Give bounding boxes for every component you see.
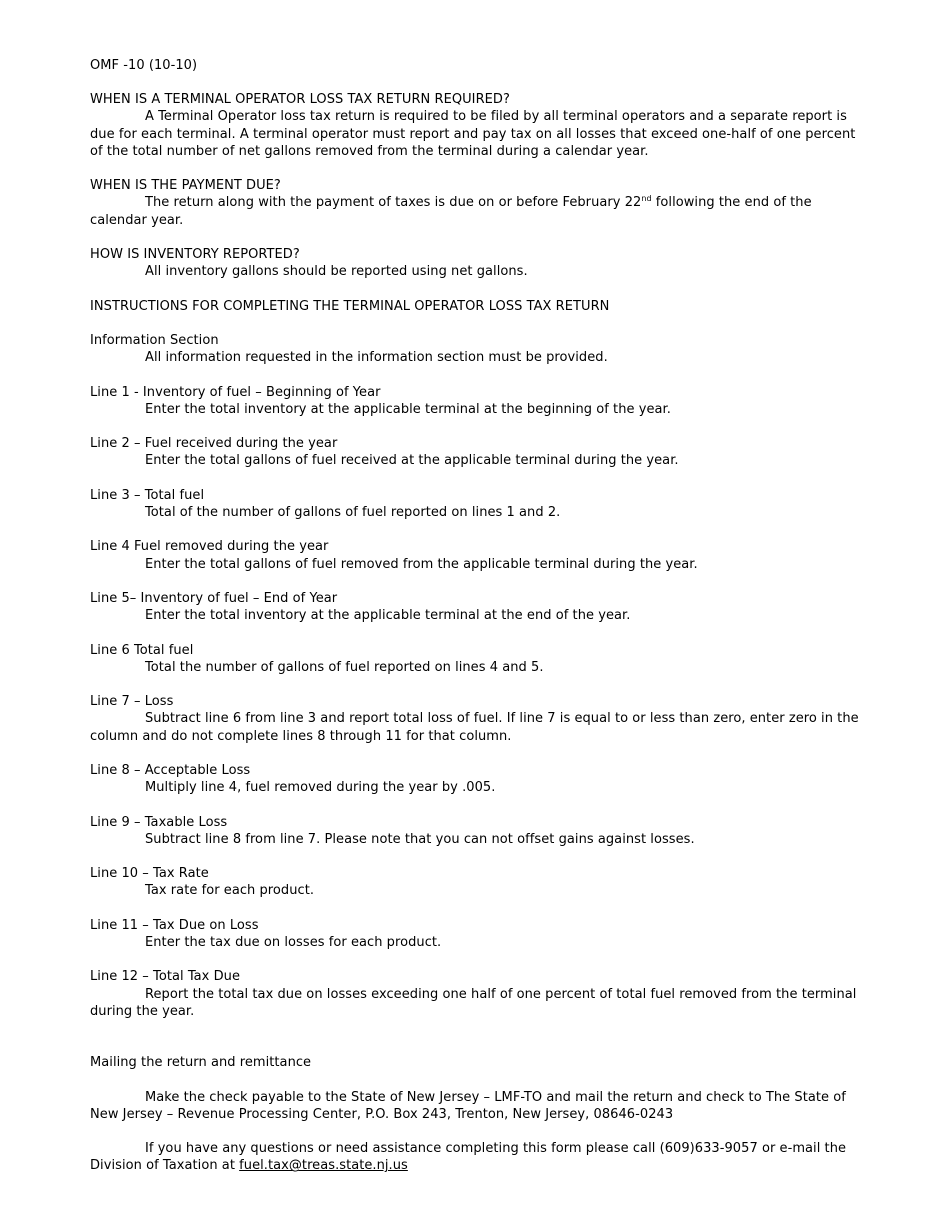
section-body: Total the number of gallons of fuel reported on lines 4 and 5. [145, 659, 544, 675]
section-heading: HOW IS INVENTORY REPORTED? [90, 247, 300, 262]
section-heading: Line 3 – Total fuel [90, 487, 205, 503]
section-instructions-title [90, 298, 862, 315]
section-heading: Line 8 – Acceptable Loss [90, 762, 251, 778]
section-line-8 [90, 762, 862, 796]
section-body: Enter the total gallons of fuel removed from the applicable terminal during the year. [145, 556, 698, 572]
section-heading: INSTRUCTIONS FOR COMPLETING THE TERMINAL OPERATOR LOSS TAX RETURN [90, 298, 610, 314]
section-body [90, 1140, 862, 1174]
section-body: All information requested in the information section must be provided. [145, 350, 608, 366]
section-line-3 [90, 487, 862, 521]
email-link[interactable]: fuel.tax@treas.state.nj.us [239, 1158, 408, 1174]
section-inventory-reported [90, 246, 862, 280]
section-line-1 [90, 384, 862, 418]
section-mailing [90, 1054, 862, 1071]
section-heading: Mailing the return and remittance [90, 1055, 312, 1071]
section-heading: Line 11 – Tax Due on Loss [90, 917, 259, 933]
section-mailing-check [90, 1089, 862, 1123]
section-heading: Line 1 - Inventory of fuel – Beginning of Year [90, 384, 381, 400]
section-body: Enter the total inventory at the applicable terminal at the end of the year. [145, 608, 631, 624]
section-heading: Line 2 – Fuel received during the year [90, 436, 338, 452]
section-heading: Line 4 Fuel removed during the year [90, 539, 329, 555]
section-heading: Line 5– Inventory of fuel – End of Year [90, 590, 338, 606]
section-line-4 [90, 538, 862, 572]
section-line-10 [90, 865, 862, 899]
section-heading: Information Section [90, 332, 219, 348]
section-body: A Terminal Operator loss tax return is required to be filed by all terminal operators and a separate report is due for each terminal. A terminal operator must report and pay tax on all losses that exceed one-half of one percent of the total number of net gallons removed from the terminal during a calendar year. [90, 109, 856, 159]
section-body: Enter the total gallons of fuel received at the applicable terminal during the year. [145, 453, 679, 469]
section-heading: WHEN IS A TERMINAL OPERATOR LOSS TAX RETURN REQUIRED? [90, 92, 510, 108]
section-body: Enter the total inventory at the applicable terminal at the beginning of the year. [145, 401, 671, 417]
section-body: All inventory gallons should be reported using net gallons. [145, 264, 528, 280]
section-heading: Line 7 – Loss [90, 694, 174, 710]
section-body: Enter the tax due on losses for each product. [145, 934, 442, 950]
section-body: Subtract line 8 from line 7. Please note that you can not offset gains against losses. [145, 831, 695, 847]
section-line-9 [90, 814, 862, 848]
section-body: Make the check payable to the State of New Jersey – LMF-TO and mail the return and check to The State of New Jersey – Revenue Processing Center, P.O. Box 243, Trenton, New Jersey, 08646-0243 [90, 1089, 846, 1122]
section-body: Multiply line 4, fuel removed during the year by .005. [145, 780, 496, 796]
section-heading: Line 12 – Total Tax Due [90, 969, 241, 985]
section-heading: Line 10 – Tax Rate [90, 866, 209, 882]
section-contact [90, 1140, 862, 1174]
body-text: The return along with the payment of taxes is due on or before February 22 [145, 195, 642, 211]
form-id: OMF -10 (10-10) [90, 58, 198, 73]
section-body: Tax rate for each product. [145, 883, 315, 899]
section-line-7 [90, 693, 862, 745]
spacer [90, 1037, 862, 1054]
section-line-12 [90, 968, 862, 1020]
section-body: Subtract line 6 from line 3 and report total loss of fuel. If line 7 is equal to or less than zero, enter zero in the column and do not complete lines 8 through 11 for that column. [90, 711, 859, 744]
section-line-5 [90, 590, 862, 624]
ordinal-suffix: nd [641, 194, 652, 204]
section-information [90, 332, 862, 366]
section-body [90, 194, 862, 228]
section-line-2 [90, 435, 862, 469]
contact-text: If you have any questions or need assistance completing this form please call (609)633-9057 or e-mail the Division of Taxation at [90, 1141, 847, 1174]
section-line-11 [90, 917, 862, 951]
section-body: Total of the number of gallons of fuel reported on lines 1 and 2. [145, 504, 561, 520]
section-heading: Line 9 – Taxable Loss [90, 814, 228, 830]
body-text: following the end of the calendar year. [90, 195, 812, 228]
section-line-6 [90, 642, 862, 676]
section-body: Report the total tax due on losses exceeding one half of one percent of total fuel removed from the terminal during the year. [90, 986, 857, 1019]
section-return-required [90, 91, 862, 160]
section-heading: Line 6 Total fuel [90, 642, 194, 658]
section-heading: WHEN IS THE PAYMENT DUE? [90, 178, 281, 194]
document-page [90, 57, 862, 1192]
section-payment-due [90, 177, 862, 229]
